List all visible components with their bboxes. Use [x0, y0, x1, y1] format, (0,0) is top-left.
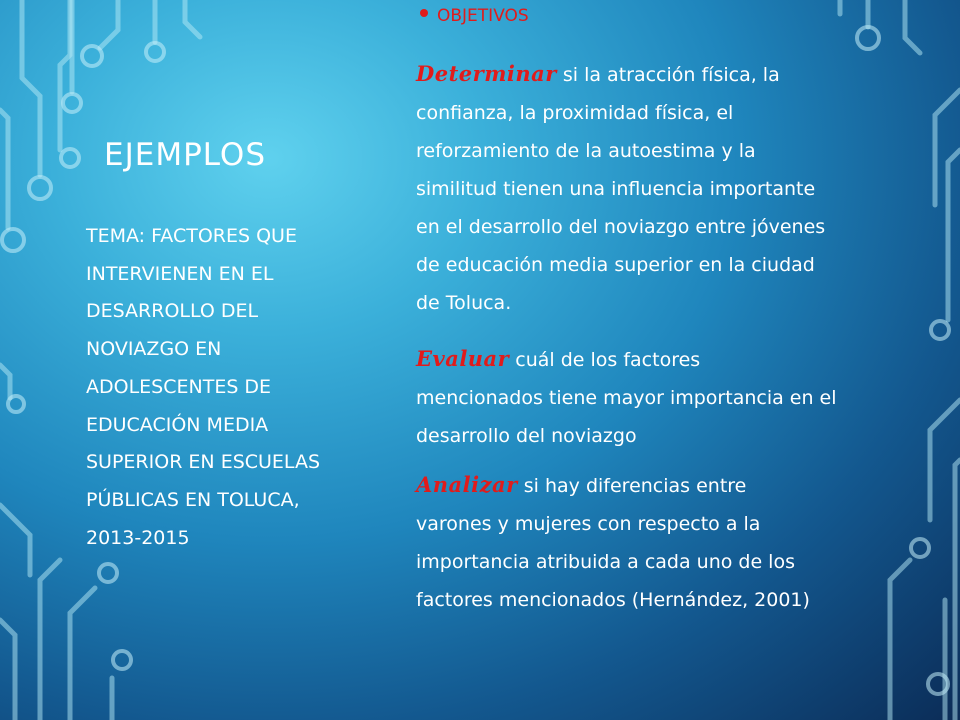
objective-text: factores mencionados (Hernández, 2001) — [416, 589, 810, 611]
objective-text: de Toluca. — [416, 292, 512, 314]
topic-line: EDUCACIÓN MEDIA — [86, 413, 269, 436]
objective-text: en el desarrollo del noviazgo entre jóvenes — [416, 216, 826, 238]
objective-text: si hay diferencias entre — [517, 475, 747, 497]
topic-line: SUPERIOR EN ESCUELAS — [86, 451, 321, 474]
objectives-heading — [416, 6, 529, 26]
objective-keyword: Analizar — [416, 472, 518, 497]
topic-line: INTERVIENEN EN EL — [86, 262, 274, 285]
objective-text: similitud tienen una influencia importante — [416, 178, 816, 200]
objective-text: de educación media superior en la ciudad — [416, 254, 815, 276]
topic-line: ADOLESCENTES DE — [86, 375, 272, 398]
objective-text: mencionados tiene mayor importancia en el — [416, 387, 837, 409]
topic-line: 2013-2015 — [86, 526, 190, 549]
topic-line: NOVIAZGO EN — [86, 338, 222, 361]
objective-analizar — [416, 466, 946, 619]
slide-title: EJEMPLOS — [104, 137, 267, 173]
objective-text: si la atracción física, la — [556, 64, 780, 86]
objective-text: importancia atribuida a cada uno de los — [416, 551, 795, 573]
topic-line: DESARROLLO DEL — [86, 300, 259, 323]
objective-text: varones y mujeres con respecto a la — [416, 513, 761, 535]
objective-text: desarrollo del noviazgo — [416, 425, 637, 447]
objective-text: confianza, la proximidad física, el — [416, 102, 734, 124]
topic-line: TEMA: FACTORES QUE — [86, 225, 297, 247]
objective-determinar — [416, 55, 946, 322]
objective-keyword: Determinar — [416, 61, 557, 86]
objective-keyword: Evaluar — [416, 346, 510, 371]
objective-text: cuál de los factores — [509, 349, 701, 371]
topic-text — [86, 218, 376, 557]
objective-evaluar — [416, 340, 946, 455]
topic-line: PÚBLICAS EN TOLUCA, — [86, 488, 300, 511]
objective-text: reforzamiento de la autoestima y la — [416, 140, 756, 162]
bullet-icon — [420, 9, 428, 17]
objectives-heading-label: OBJETIVOS — [437, 6, 529, 26]
